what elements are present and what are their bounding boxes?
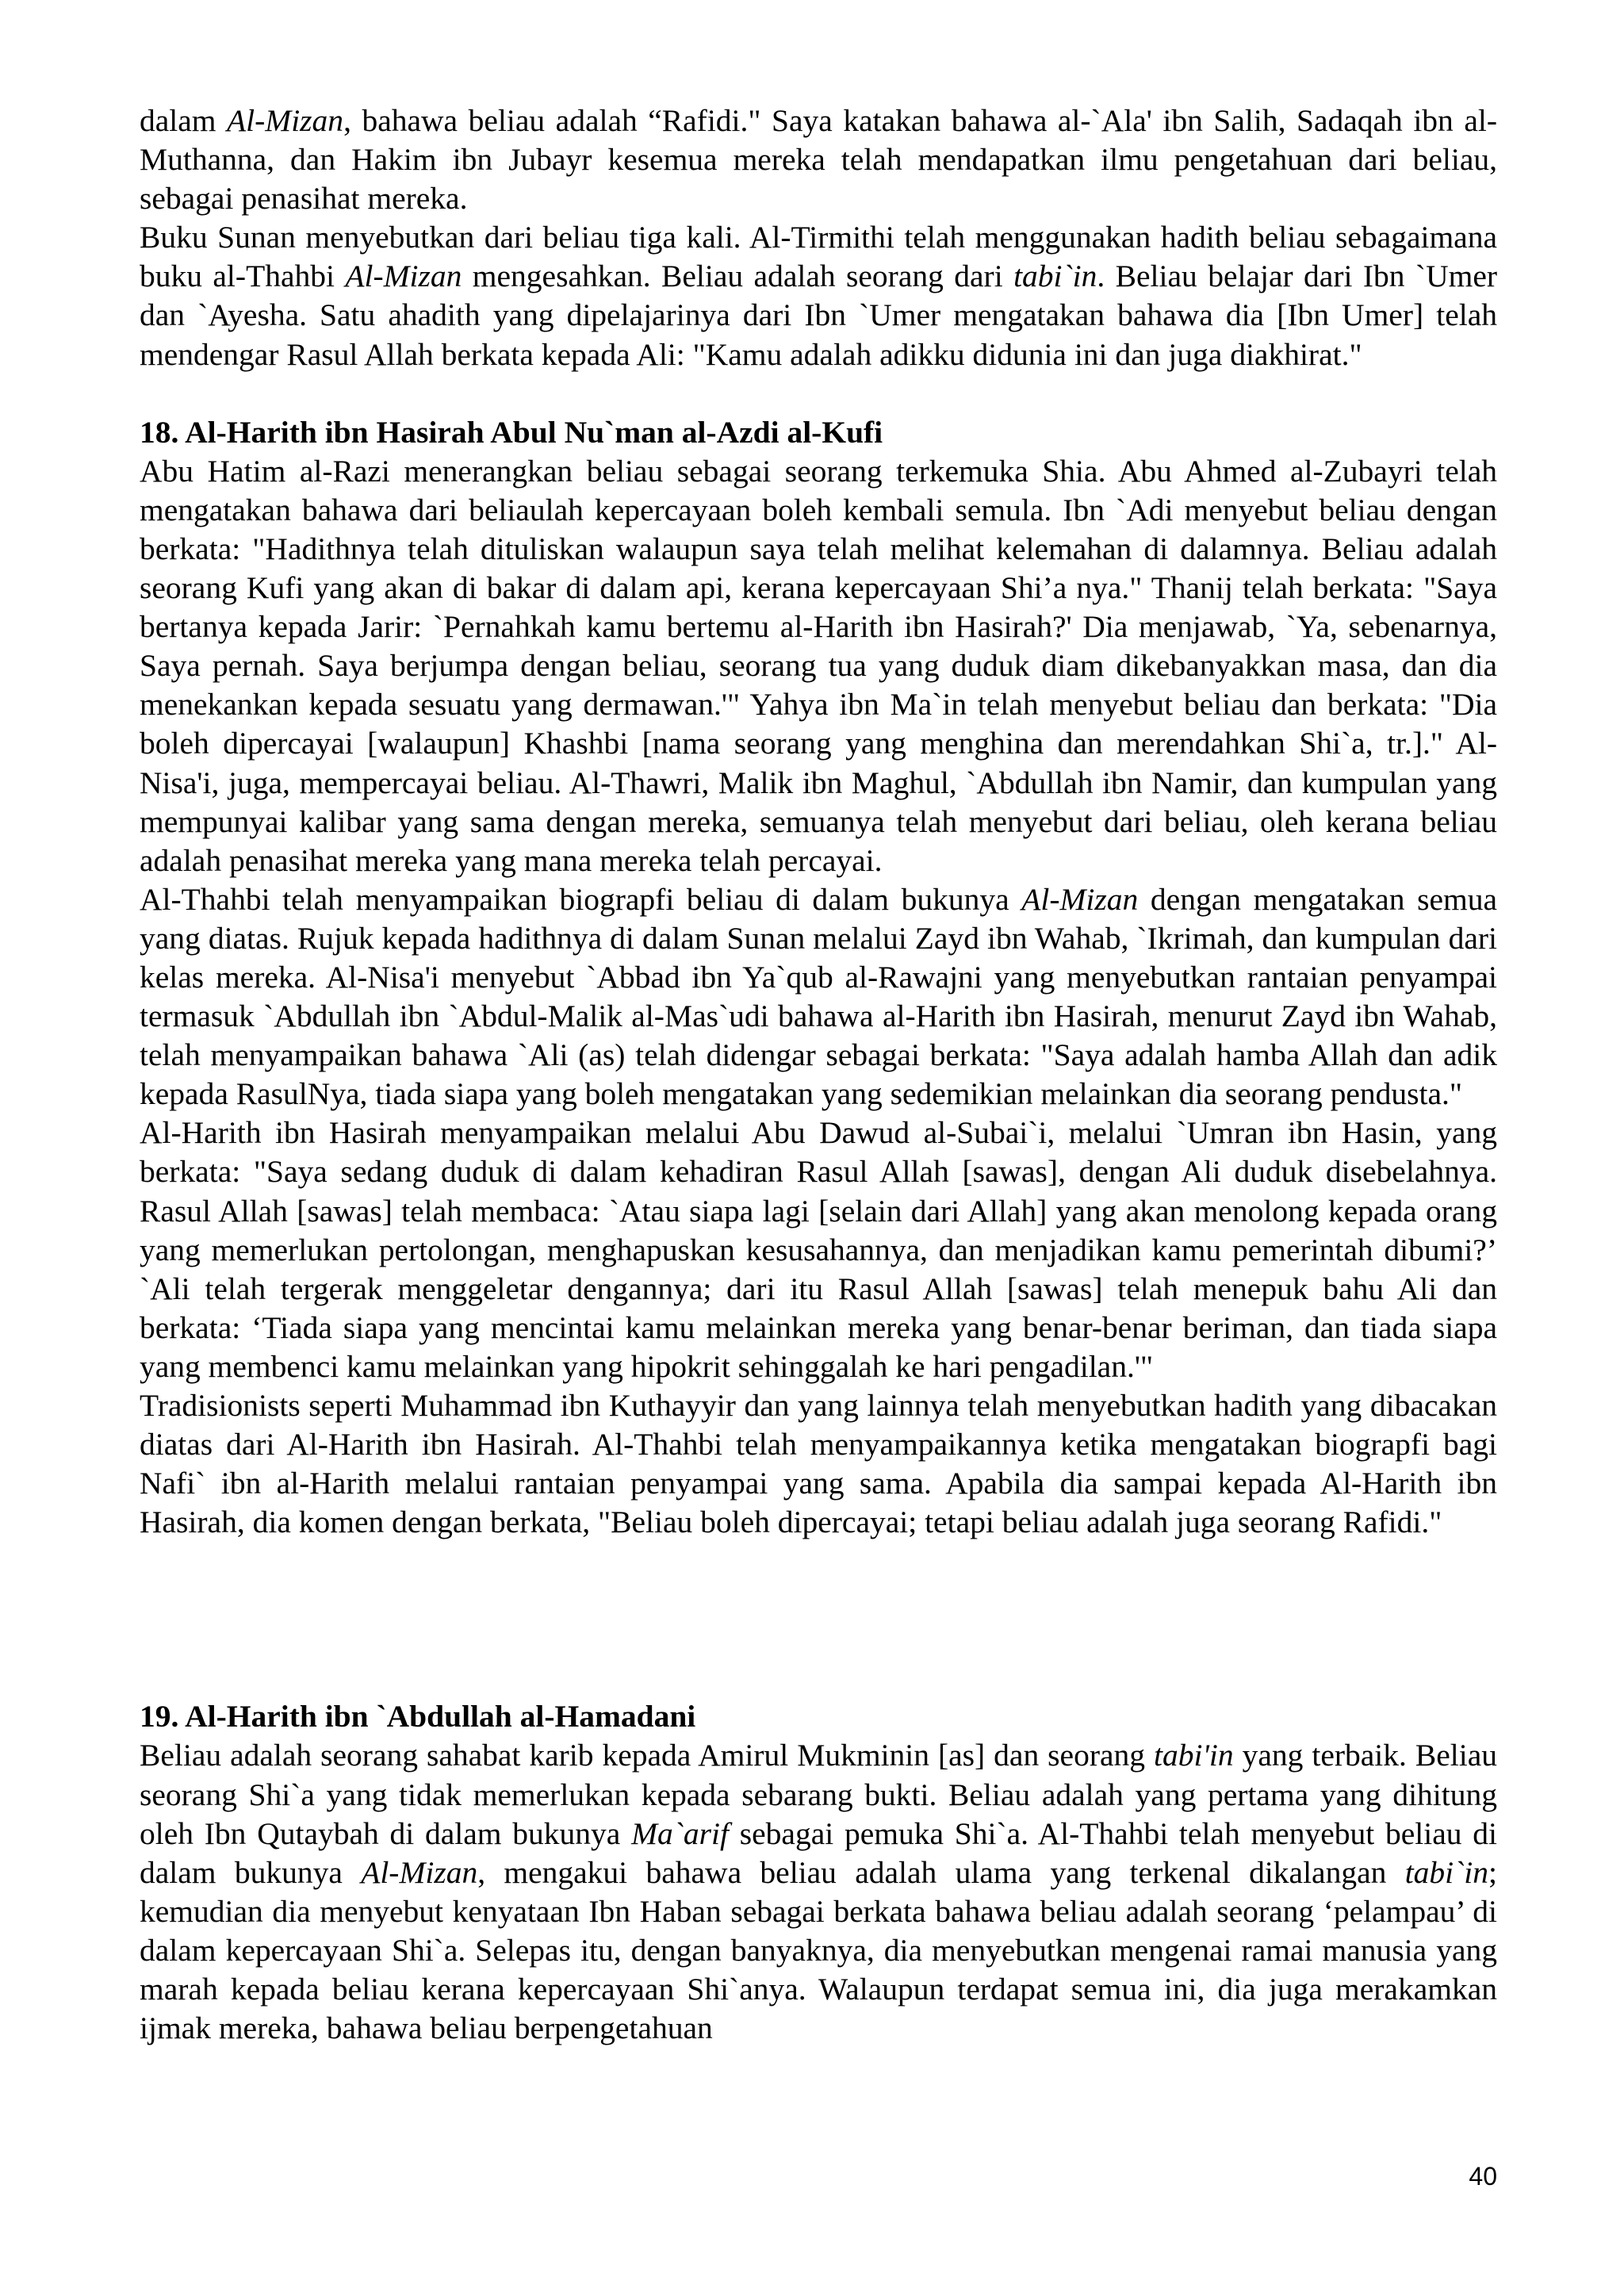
text-run: ; kemudian dia menyebut kenyataan Ibn Haban sebagai berkata bahawa beliau adalah seorang ‘pelampau’ di dalam kepercayaan Shi`a. Selepas itu, dengan banyaknya, dia menyebutkan mengenai ramai manusia yang marah kepada beliau kerana kepercayaan Shi`anya. Walaupun terdapat semua ini, dia juga merakamkan ijmak mereka, bahawa beliau berpengetahuan <box>140 1854 1497 2046</box>
page-number: 40 <box>1469 2162 1497 2191</box>
text-run: Buku Sunan menyebutkan dari beliau tiga kali. Al-Tirmithi telah menggunakan hadith beliau sebagaimana buku al-Thahbi <box>140 220 1497 294</box>
italic-term: Ma`arif <box>631 1815 729 1851</box>
text-run: Beliau adalah seorang sahabat karib kepada Amirul Mukminin [as] dan seorang <box>140 1738 1154 1773</box>
paragraph <box>140 1386 1497 1542</box>
paragraph <box>140 1114 1497 1386</box>
text-run: Al-Harith ibn Hasirah menyampaikan melalui Abu Dawud al-Subai`i, melalui `Umran ibn Hasin, yang berkata: "Saya sedang duduk di dalam kehadiran Rasul Allah [sawas], dengan Ali duduk disebelahnya. Rasul Allah [sawas] telah membaca: `Atau siapa lagi [selain dari Allah] yang akan menolong kepada orang yang memerlukan pertolongan, menghapuskan kesusahannya, dan menjadikan kamu pemerintah dibumi?’ `Ali telah tergerak menggeletar dengannya; dari itu Rasul Allah [sawas] telah menepuk bahu Ali dan berkata: ‘Tiada siapa yang mencintai kamu melainkan mereka yang benar-benar beriman, dan tiada siapa yang membenci kamu melainkan yang hipokrit sehinggalah ke hari pengadilan.'" <box>140 1115 1497 1384</box>
document-body <box>140 102 1497 2048</box>
italic-term: tabi'in <box>1154 1738 1234 1773</box>
paragraph <box>140 102 1497 218</box>
text-run: dengan mengatakan semua yang diatas. Rujuk kepada hadithnya di dalam Sunan melalui Zayd ibn Wahab, `Ikrimah, dan kumpulan dari kelas mereka. Al-Nisa'i menyebut `Abbad ibn Ya`qub al-Rawajni yang menyebutkan rantaian penyampai termasuk `Abdullah ibn `Abdul-Malik al-Mas`udi bahawa al-Harith ibn Hasirah, menurut Zayd ibn Wahab, telah menyampaikan bahawa `Ali (as) telah didengar sebagai berkata: "Saya adalah hamba Allah dan adik kepada RasulNya, tiada siapa yang boleh mengatakan yang sedemikian melainkan dia seorang pendusta." <box>140 881 1497 1112</box>
italic-term: Al-Mizan <box>1021 881 1139 917</box>
section-heading <box>140 413 1497 452</box>
text-run: dalam <box>140 103 228 138</box>
italic-term: tabi`in <box>1013 259 1097 294</box>
text-run: 19. Al-Harith ibn `Abdullah al-Hamadani <box>140 1699 696 1734</box>
text-run: Al-Thahbi telah menyampaikan biograpfi beliau di dalam bukunya <box>140 881 1022 917</box>
text-run: , bahawa beliau adalah “Rafidi." Saya katakan bahawa al-`Ala' ibn Salih, Sadaqah ibn al-Muthanna, dan Hakim ibn Jubayr kesemua mereka telah mendapatkan ilmu pengetahuan dari beliau, sebagai penasihat mereka. <box>140 103 1497 217</box>
italic-term: Al-Mizan <box>345 259 462 294</box>
section-spacer <box>140 1542 1497 1697</box>
paragraph <box>140 218 1497 374</box>
text-run: yang terbaik. Beliau seorang Shi`a yang tidak memerlukan kepada sebarang bukti. Beliau adalah yang pertama yang dihitung oleh Ibn Qutaybah di dalam bukunya <box>140 1738 1497 1851</box>
paragraph <box>140 880 1497 1114</box>
text-run: . Beliau belajar dari Ibn `Umer dan `Ayesha. Satu ahadith yang dipelajarinya dari Ibn `Umer mengatakan bahawa dia [Ibn Umer] telah mendengar Rasul Allah berkata kepada Ali: "Kamu adalah adikku didunia ini dan juga diakhirat." <box>140 259 1498 372</box>
section-spacer <box>140 374 1497 413</box>
text-run: Tradisionists seperti Muhammad ibn Kuthayyir dan yang lainnya telah menyebutkan hadith yang dibacakan diatas dari Al-Harith ibn Hasirah. Al-Thahbi telah menyampaikannya ketika mengatakan biograpfi bagi Nafi` ibn al-Harith melalui rantaian penyampai yang sama. Apabila dia sampai kepada Al-Harith ibn Hasirah, dia komen dengan berkata, "Beliau boleh dipercayai; tetapi beliau adalah juga seorang Rafidi." <box>140 1388 1497 1540</box>
italic-term: Al-Mizan <box>227 103 344 138</box>
paragraph <box>140 452 1497 880</box>
text-run: , mengakui bahawa beliau adalah ulama yang terkenal dikalangan <box>477 1854 1405 1890</box>
italic-term: Al-Mizan <box>361 1854 478 1890</box>
text-run: Abu Hatim al-Razi menerangkan beliau sebagai seorang terkemuka Shia. Abu Ahmed al-Zubayri telah mengatakan bahawa dari beliaulah kepercayaan boleh kembali semula. Ibn `Adi menyebut beliau dengan berkata: "Hadithnya telah dituliskan walaupun saya telah melihat kelemahan di dalamnya. Beliau adalah seorang Kufi yang akan di bakar di dalam api, kerana kepercayaan Shi’a nya." Thanij telah berkata: "Saya bertanya kepada Jarir: `Pernahkah kamu bertemu al-Harith ibn Hasirah?' Dia menjawab, `Ya, sebenarnya, Saya pernah. Saya berjumpa dengan beliau, seorang tua yang duduk diam dikebanyakkan masa, dan dia menekankan kepada sesuatu yang dermawan.'" Yahya ibn Ma`in telah menyebut beliau dan berkata: "Dia boleh dipercayai [walaupun] Khashbi [nama seorang yang menghina dan merendahkan Shi`a, tr.]." Al-Nisa'i, juga, mempercayai beliau. Al-Thawri, Malik ibn Maghul, `Abdullah ibn Namir, dan kumpulan yang mempunyai kalibar yang sama dengan mereka, semuanya telah menyebut dari beliau, oleh kerana beliau adalah penasihat mereka yang mana mereka telah percayai. <box>140 453 1497 878</box>
paragraph <box>140 1736 1497 2048</box>
text-run: sebagai pemuka Shi`a. Al-Thahbi telah menyebut beliau di dalam bukunya <box>140 1815 1497 1890</box>
text-run: mengesahkan. Beliau adalah seorang dari <box>462 259 1014 294</box>
italic-term: tabi`in <box>1404 1854 1489 1890</box>
text-run: 18. Al-Harith ibn Hasirah Abul Nu`man al-Azdi al-Kufi <box>140 414 883 450</box>
section-heading <box>140 1697 1497 1736</box>
